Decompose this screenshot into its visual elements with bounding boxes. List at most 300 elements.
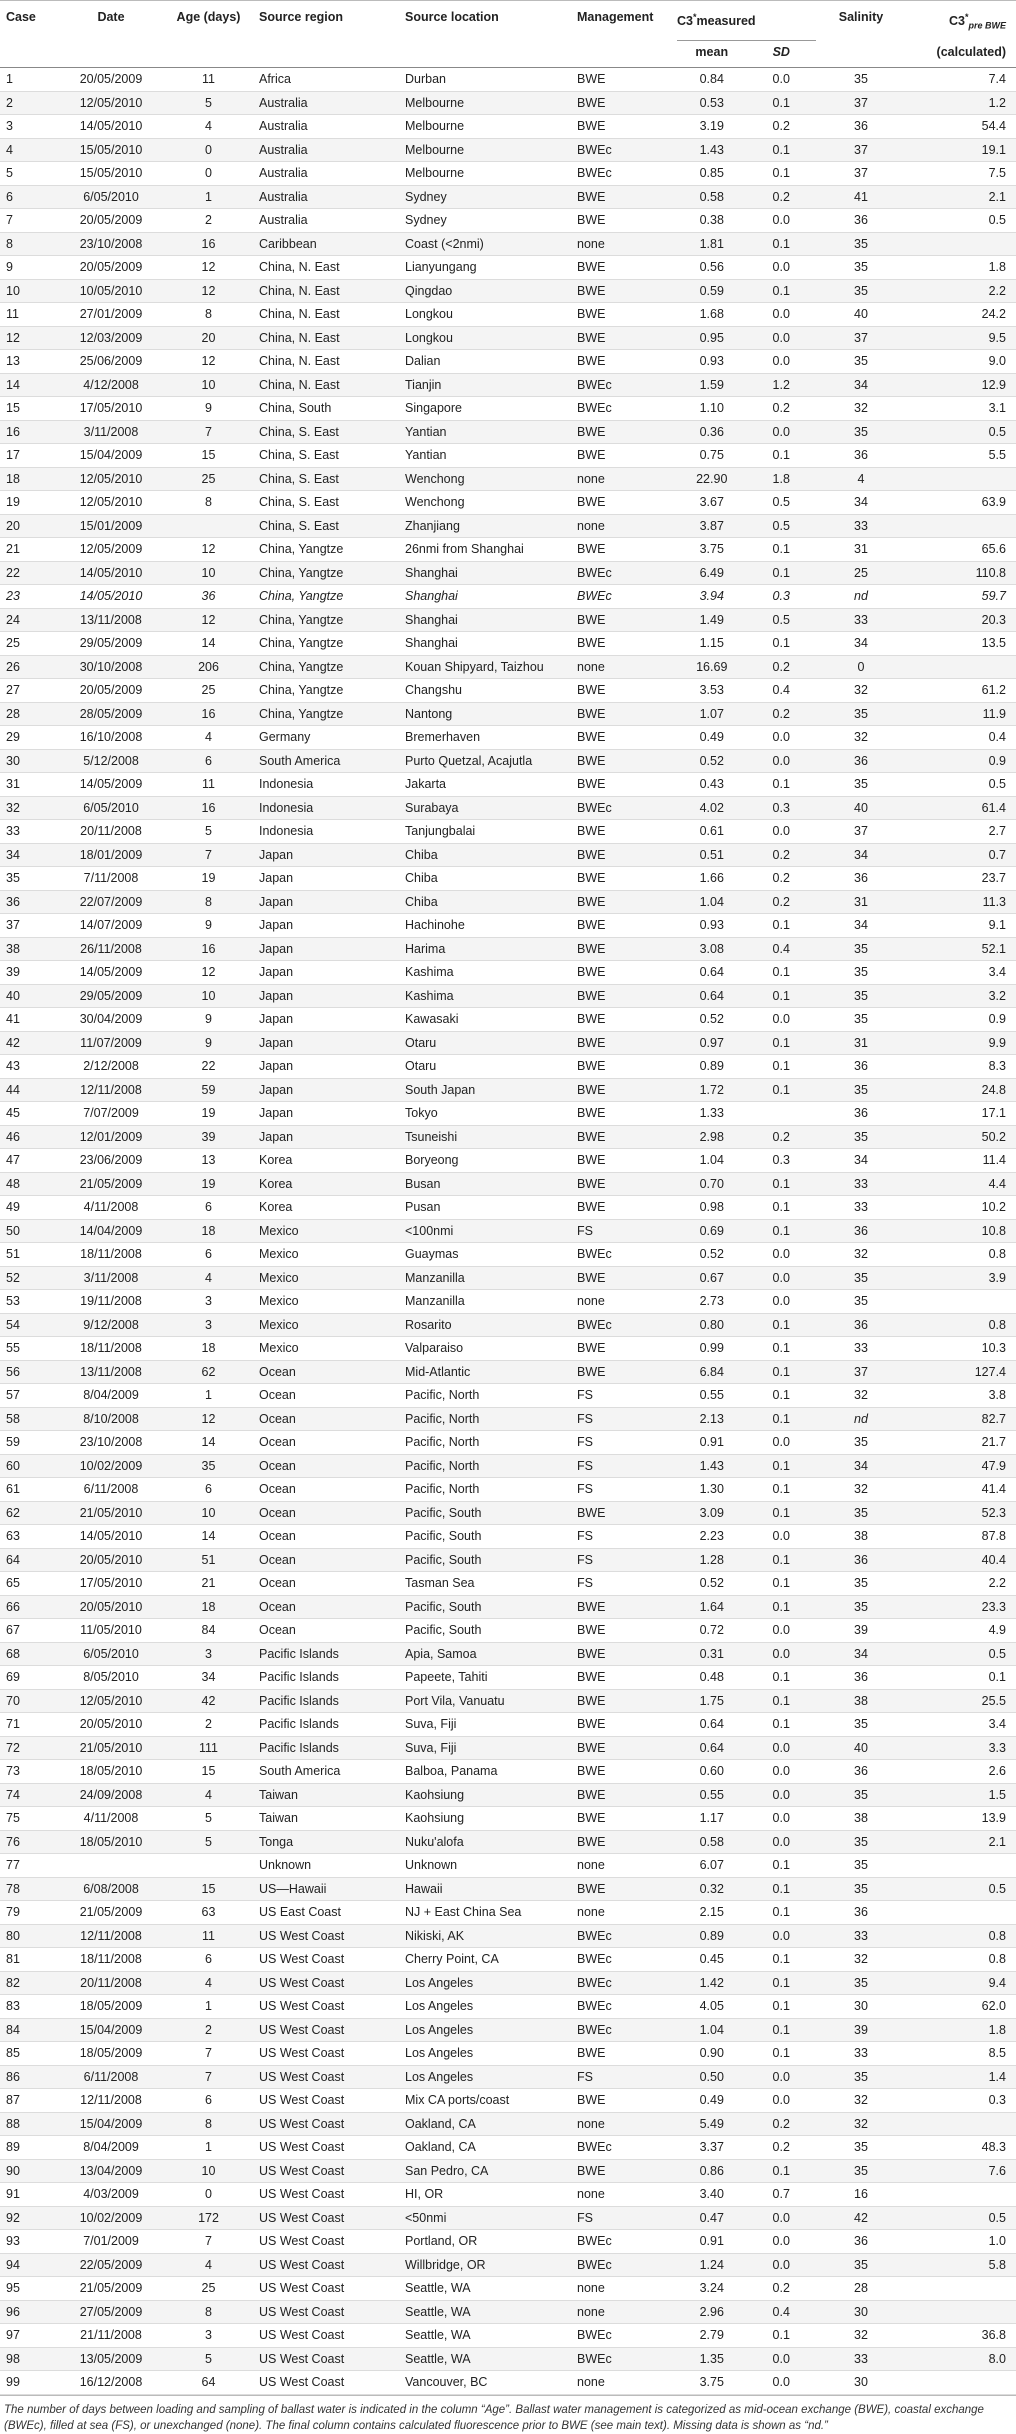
cell-pre-bwe: 0.5 — [906, 2206, 1016, 2230]
cell-sd: 0.1 — [747, 1948, 817, 1972]
cell-case: 88 — [0, 2112, 56, 2136]
cell-sd: 0.0 — [747, 1924, 817, 1948]
cell-management: BWEc — [565, 1924, 677, 1948]
cell-location: Lianyungang — [399, 256, 565, 280]
cell-region: US West Coast — [251, 2112, 399, 2136]
col-c3-measured-header — [677, 1, 816, 41]
cell-location: Tasman Sea — [399, 1572, 565, 1596]
cell-date: 10/02/2009 — [56, 2206, 166, 2230]
cell-age: 10 — [166, 984, 251, 1008]
cell-management: BWEc — [565, 2347, 677, 2371]
cell-pre-bwe — [906, 2183, 1016, 2207]
cell-salinity: 35 — [816, 1501, 906, 1525]
table-row — [0, 1454, 1016, 1478]
cell-sd: 0.1 — [747, 1854, 817, 1878]
cell-pre-bwe: 20.3 — [906, 608, 1016, 632]
cell-location: Los Angeles — [399, 2065, 565, 2089]
cell-sd: 0.1 — [747, 2159, 817, 2183]
cell-management: FS — [565, 1454, 677, 1478]
cell-case: 22 — [0, 561, 56, 585]
cell-mean: 0.38 — [677, 209, 747, 233]
cell-salinity: 34 — [816, 632, 906, 656]
cell-age: 34 — [166, 1666, 251, 1690]
cell-mean: 4.02 — [677, 796, 747, 820]
cell-salinity: 34 — [816, 1642, 906, 1666]
cell-location: Shanghai — [399, 561, 565, 585]
cell-case: 95 — [0, 2277, 56, 2301]
cell-mean: 1.81 — [677, 232, 747, 256]
cell-case: 68 — [0, 1642, 56, 1666]
cell-case: 58 — [0, 1407, 56, 1431]
cell-management: FS — [565, 1384, 677, 1408]
cell-location: Dalian — [399, 350, 565, 374]
cell-location: Port Vila, Vanuatu — [399, 1689, 565, 1713]
cell-location: Purto Quetzal, Acajutla — [399, 749, 565, 773]
cell-region: China, Yangtze — [251, 655, 399, 679]
cell-management: BWE — [565, 749, 677, 773]
table-row — [0, 1830, 1016, 1854]
cell-region: Japan — [251, 984, 399, 1008]
cell-salinity: 30 — [816, 2371, 906, 2395]
cell-case: 34 — [0, 843, 56, 867]
cell-location: NJ + East China Sea — [399, 1901, 565, 1925]
cell-sd: 0.0 — [747, 326, 817, 350]
cell-case: 64 — [0, 1548, 56, 1572]
cell-salinity: 31 — [816, 890, 906, 914]
cell-age: 59 — [166, 1078, 251, 1102]
cell-pre-bwe: 24.8 — [906, 1078, 1016, 1102]
cell-region: Ocean — [251, 1619, 399, 1643]
cell-salinity: 36 — [816, 749, 906, 773]
cell-mean: 0.55 — [677, 1384, 747, 1408]
cell-sd: 0.1 — [747, 561, 817, 585]
table-row — [0, 1572, 1016, 1596]
table-row — [0, 2042, 1016, 2066]
cell-salinity: 38 — [816, 1689, 906, 1713]
table-row — [0, 1407, 1016, 1431]
cell-salinity: 30 — [816, 1995, 906, 2019]
cell-case: 62 — [0, 1501, 56, 1525]
cell-case: 63 — [0, 1525, 56, 1549]
cell-age: 42 — [166, 1689, 251, 1713]
cell-sd: 0.0 — [747, 1266, 817, 1290]
cell-date: 8/05/2010 — [56, 1666, 166, 1690]
cell-pre-bwe: 2.2 — [906, 279, 1016, 303]
cell-management: BWEc — [565, 373, 677, 397]
cell-region: Caribbean — [251, 232, 399, 256]
cell-age: 6 — [166, 1196, 251, 1220]
cell-region: US West Coast — [251, 1995, 399, 2019]
cell-age: 4 — [166, 1783, 251, 1807]
cell-pre-bwe: 110.8 — [906, 561, 1016, 585]
cell-management: BWE — [565, 115, 677, 139]
cell-sd: 0.0 — [747, 209, 817, 233]
cell-sd: 0.2 — [747, 2277, 817, 2301]
cell-salinity: 36 — [816, 1901, 906, 1925]
cell-pre-bwe — [906, 2277, 1016, 2301]
cell-sd: 0.0 — [747, 1642, 817, 1666]
cell-salinity: 31 — [816, 1031, 906, 1055]
cell-salinity: 33 — [816, 1924, 906, 1948]
cell-sd: 1.8 — [747, 467, 817, 491]
cell-age: 6 — [166, 1243, 251, 1267]
table-row — [0, 1619, 1016, 1643]
cell-pre-bwe: 63.9 — [906, 491, 1016, 515]
cell-age: 5 — [166, 820, 251, 844]
cell-region: Germany — [251, 726, 399, 750]
cell-mean: 2.79 — [677, 2324, 747, 2348]
cell-management: none — [565, 2277, 677, 2301]
cell-region: Japan — [251, 961, 399, 985]
cell-mean: 3.19 — [677, 115, 747, 139]
cell-sd: 0.1 — [747, 1666, 817, 1690]
cell-sd: 0.1 — [747, 1172, 817, 1196]
cell-sd: 0.1 — [747, 1313, 817, 1337]
cell-mean: 1.10 — [677, 397, 747, 421]
cell-case: 44 — [0, 1078, 56, 1102]
cell-pre-bwe: 2.2 — [906, 1572, 1016, 1596]
table-row — [0, 2183, 1016, 2207]
table-row — [0, 1595, 1016, 1619]
cell-date: 25/06/2009 — [56, 350, 166, 374]
cell-sd: 0.4 — [747, 2300, 817, 2324]
cell-region: China, N. East — [251, 303, 399, 327]
col-calculated-header: (calculated) — [906, 41, 1016, 68]
cell-management: BWEc — [565, 162, 677, 186]
cell-region: US West Coast — [251, 2136, 399, 2160]
cell-region: China, N. East — [251, 373, 399, 397]
cell-location: Nuku'alofa — [399, 1830, 565, 1854]
cell-salinity: 32 — [816, 726, 906, 750]
cell-date: 7/07/2009 — [56, 1102, 166, 1126]
cell-sd: 0.1 — [747, 1360, 817, 1384]
cell-age: 2 — [166, 2018, 251, 2042]
table-row — [0, 632, 1016, 656]
cell-location: Kashima — [399, 961, 565, 985]
cell-date: 13/11/2008 — [56, 1360, 166, 1384]
cell-age: 8 — [166, 491, 251, 515]
cell-mean: 0.89 — [677, 1055, 747, 1079]
cell-sd: 0.1 — [747, 1995, 817, 2019]
table-row — [0, 1290, 1016, 1314]
cell-case: 14 — [0, 373, 56, 397]
cell-region: Australia — [251, 162, 399, 186]
cell-mean: 0.49 — [677, 2089, 747, 2113]
cell-date: 20/05/2010 — [56, 1595, 166, 1619]
cell-case: 67 — [0, 1619, 56, 1643]
cell-pre-bwe: 1.2 — [906, 91, 1016, 115]
cell-mean: 0.70 — [677, 1172, 747, 1196]
cell-salinity: 35 — [816, 1971, 906, 1995]
cell-case: 65 — [0, 1572, 56, 1596]
cell-age: 25 — [166, 467, 251, 491]
cell-salinity: 35 — [816, 1008, 906, 1032]
cell-region: Japan — [251, 1125, 399, 1149]
cell-mean: 0.49 — [677, 726, 747, 750]
cell-location: Guaymas — [399, 1243, 565, 1267]
cell-case: 87 — [0, 2089, 56, 2113]
cell-salinity: 36 — [816, 1548, 906, 1572]
cell-date: 12/11/2008 — [56, 2089, 166, 2113]
cell-case: 81 — [0, 1948, 56, 1972]
cell-mean: 0.67 — [677, 1266, 747, 1290]
table-row — [0, 1078, 1016, 1102]
cell-age: 12 — [166, 608, 251, 632]
table-row — [0, 279, 1016, 303]
cell-sd: 1.2 — [747, 373, 817, 397]
cell-age: 62 — [166, 1360, 251, 1384]
cell-pre-bwe: 3.4 — [906, 961, 1016, 985]
cell-pre-bwe: 11.9 — [906, 702, 1016, 726]
cell-pre-bwe: 3.4 — [906, 1713, 1016, 1737]
cell-date: 22/07/2009 — [56, 890, 166, 914]
cell-mean: 3.24 — [677, 2277, 747, 2301]
cell-sd: 0.0 — [747, 1807, 817, 1831]
cell-date: 29/05/2009 — [56, 984, 166, 1008]
cell-age: 7 — [166, 2042, 251, 2066]
cell-date: 6/11/2008 — [56, 2065, 166, 2089]
cell-sd: 0.1 — [747, 1689, 817, 1713]
cell-salinity: 33 — [816, 514, 906, 538]
cell-sd: 0.1 — [747, 632, 817, 656]
cell-age: 14 — [166, 1431, 251, 1455]
cell-salinity: 38 — [816, 1525, 906, 1549]
cell-mean: 3.75 — [677, 538, 747, 562]
cell-sd: 0.3 — [747, 585, 817, 609]
cell-mean: 0.84 — [677, 68, 747, 92]
cell-age: 1 — [166, 1384, 251, 1408]
cell-mean: 0.64 — [677, 961, 747, 985]
cell-location: Hawaii — [399, 1877, 565, 1901]
cell-management: BWE — [565, 984, 677, 1008]
cell-date: 4/03/2009 — [56, 2183, 166, 2207]
cell-region: US West Coast — [251, 2324, 399, 2348]
cell-date: 26/11/2008 — [56, 937, 166, 961]
cell-sd: 0.7 — [747, 2183, 817, 2207]
cell-pre-bwe — [906, 2371, 1016, 2395]
cell-date: 4/12/2008 — [56, 373, 166, 397]
cell-management: BWE — [565, 2042, 677, 2066]
cell-management: BWE — [565, 843, 677, 867]
cell-sd: 0.0 — [747, 2347, 817, 2371]
cell-age: 11 — [166, 68, 251, 92]
cell-region: Tonga — [251, 1830, 399, 1854]
cell-location: Melbourne — [399, 115, 565, 139]
cell-date: 4/11/2008 — [56, 1807, 166, 1831]
cell-management: BWE — [565, 1360, 677, 1384]
cell-management: BWE — [565, 890, 677, 914]
cell-sd: 0.2 — [747, 702, 817, 726]
cell-case: 8 — [0, 232, 56, 256]
table-row — [0, 2253, 1016, 2277]
cell-region: US West Coast — [251, 2206, 399, 2230]
cell-mean: 0.90 — [677, 2042, 747, 2066]
cell-salinity: 33 — [816, 2042, 906, 2066]
cell-mean: 1.17 — [677, 1807, 747, 1831]
cell-age: 6 — [166, 2089, 251, 2113]
cell-management: BWEc — [565, 397, 677, 421]
cell-pre-bwe: 9.4 — [906, 1971, 1016, 1995]
table-row — [0, 1783, 1016, 1807]
cell-case: 42 — [0, 1031, 56, 1055]
cell-age: 12 — [166, 256, 251, 280]
cell-case: 93 — [0, 2230, 56, 2254]
cell-management: none — [565, 2300, 677, 2324]
cell-date: 20/11/2008 — [56, 820, 166, 844]
cell-management: BWE — [565, 1501, 677, 1525]
cell-salinity: 37 — [816, 162, 906, 186]
cell-date: 15/05/2010 — [56, 162, 166, 186]
cell-region: Mexico — [251, 1313, 399, 1337]
cell-case: 6 — [0, 185, 56, 209]
cell-sd: 0.1 — [747, 1031, 817, 1055]
cell-age: 2 — [166, 209, 251, 233]
cell-salinity: 32 — [816, 1948, 906, 1972]
cell-pre-bwe: 0.3 — [906, 2089, 1016, 2113]
cell-mean: 0.32 — [677, 1877, 747, 1901]
cell-region: Pacific Islands — [251, 1736, 399, 1760]
cell-case: 72 — [0, 1736, 56, 1760]
cell-mean: 0.64 — [677, 1736, 747, 1760]
cell-date: 24/09/2008 — [56, 1783, 166, 1807]
cell-salinity: 28 — [816, 2277, 906, 2301]
cell-location: Los Angeles — [399, 1971, 565, 1995]
table-row — [0, 1102, 1016, 1126]
cell-age: 9 — [166, 1008, 251, 1032]
cell-location: Boryeong — [399, 1149, 565, 1173]
cell-salinity: 34 — [816, 1454, 906, 1478]
table-header — [0, 1, 1016, 68]
cell-management: BWE — [565, 350, 677, 374]
cell-case: 13 — [0, 350, 56, 374]
cell-pre-bwe: 87.8 — [906, 1525, 1016, 1549]
table-row — [0, 1760, 1016, 1784]
cell-date: 30/04/2009 — [56, 1008, 166, 1032]
cell-sd: 0.1 — [747, 138, 817, 162]
cell-sd: 0.5 — [747, 608, 817, 632]
table-row — [0, 796, 1016, 820]
cell-region: Japan — [251, 1055, 399, 1079]
cell-management: BWE — [565, 1078, 677, 1102]
cell-salinity: 33 — [816, 1172, 906, 1196]
cell-case: 80 — [0, 1924, 56, 1948]
cell-sd: 0.0 — [747, 350, 817, 374]
cell-sd: 0.1 — [747, 1501, 817, 1525]
cell-case: 59 — [0, 1431, 56, 1455]
table-row — [0, 420, 1016, 444]
cell-management: BWE — [565, 820, 677, 844]
cell-mean: 0.58 — [677, 185, 747, 209]
cell-case: 29 — [0, 726, 56, 750]
cell-management: BWE — [565, 867, 677, 891]
cell-location: Rosarito — [399, 1313, 565, 1337]
cell-salinity: 35 — [816, 256, 906, 280]
cell-salinity: 40 — [816, 796, 906, 820]
cell-case: 47 — [0, 1149, 56, 1173]
cell-date: 3/11/2008 — [56, 1266, 166, 1290]
table-row — [0, 1431, 1016, 1455]
cell-mean: 1.04 — [677, 2018, 747, 2042]
cell-region: Japan — [251, 914, 399, 938]
cell-management: BWEc — [565, 1313, 677, 1337]
col-region-header: Source region — [251, 1, 399, 41]
cell-pre-bwe: 10.2 — [906, 1196, 1016, 1220]
cell-management: BWE — [565, 608, 677, 632]
cell-age: 18 — [166, 1219, 251, 1243]
cell-management: none — [565, 2183, 677, 2207]
cell-age: 10 — [166, 561, 251, 585]
cell-date: 14/07/2009 — [56, 914, 166, 938]
cell-salinity: 35 — [816, 702, 906, 726]
cell-salinity: 36 — [816, 115, 906, 139]
cell-pre-bwe: 2.1 — [906, 1830, 1016, 1854]
cell-sd: 0.1 — [747, 1337, 817, 1361]
cell-age: 5 — [166, 1807, 251, 1831]
cell-region: China, South — [251, 397, 399, 421]
cell-pre-bwe — [906, 1854, 1016, 1878]
cell-management: BWE — [565, 256, 677, 280]
cell-region: Africa — [251, 68, 399, 92]
cell-management: BWE — [565, 1877, 677, 1901]
cell-age: 13 — [166, 1149, 251, 1173]
cell-pre-bwe — [906, 2112, 1016, 2136]
table-row — [0, 2300, 1016, 2324]
cell-management: BWE — [565, 1031, 677, 1055]
cell-case: 38 — [0, 937, 56, 961]
cell-age: 10 — [166, 373, 251, 397]
cell-mean: 0.51 — [677, 843, 747, 867]
cell-management: none — [565, 514, 677, 538]
cell-location: Pacific, North — [399, 1478, 565, 1502]
cell-date: 20/05/2010 — [56, 1548, 166, 1572]
cell-management: BWE — [565, 679, 677, 703]
cell-case: 24 — [0, 608, 56, 632]
cell-management: BWE — [565, 491, 677, 515]
cell-age: 0 — [166, 2183, 251, 2207]
cell-date: 29/05/2009 — [56, 632, 166, 656]
cell-case: 94 — [0, 2253, 56, 2277]
cell-location: South Japan — [399, 1078, 565, 1102]
cell-age: 16 — [166, 702, 251, 726]
cell-date: 23/06/2009 — [56, 1149, 166, 1173]
cell-mean: 0.52 — [677, 749, 747, 773]
cell-location: Chiba — [399, 843, 565, 867]
cell-management: BWE — [565, 279, 677, 303]
cell-pre-bwe: 41.4 — [906, 1478, 1016, 1502]
cell-sd: 0.0 — [747, 2253, 817, 2277]
cell-location: <50nmi — [399, 2206, 565, 2230]
cell-region: Mexico — [251, 1290, 399, 1314]
cell-sd: 0.0 — [747, 2206, 817, 2230]
cell-mean: 4.05 — [677, 1995, 747, 2019]
cell-location: Shanghai — [399, 632, 565, 656]
cell-location: Seattle, WA — [399, 2277, 565, 2301]
cell-location: Wenchong — [399, 491, 565, 515]
cell-management: BWE — [565, 1337, 677, 1361]
cell-sd: 0.5 — [747, 514, 817, 538]
cell-date: 14/04/2009 — [56, 1219, 166, 1243]
cell-management: FS — [565, 1548, 677, 1572]
header-row-1 — [0, 1, 1016, 41]
cell-salinity: 33 — [816, 1196, 906, 1220]
cell-sd: 0.1 — [747, 1454, 817, 1478]
cell-age: 25 — [166, 2277, 251, 2301]
cell-location: Pacific, South — [399, 1619, 565, 1643]
cell-mean: 3.94 — [677, 585, 747, 609]
table-row — [0, 326, 1016, 350]
cell-age: 51 — [166, 1548, 251, 1572]
cell-location: Willbridge, OR — [399, 2253, 565, 2277]
